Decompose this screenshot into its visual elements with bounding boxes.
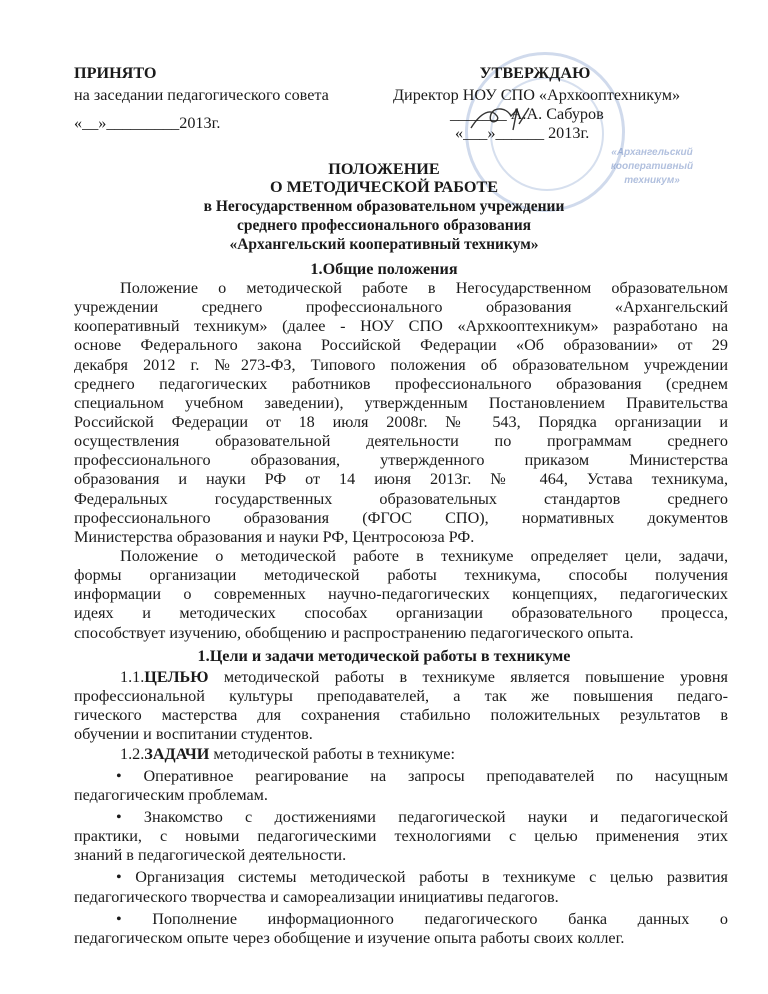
bullet-text: Организация системы методической работы в техникуме с целью развития [135,868,728,887]
approve-heading: УТВЕРЖДАЮ [479,64,591,82]
tasks-text: методической работы в техникуме: [209,744,455,763]
text-line: обучении и воспитании студентов. [74,725,313,744]
stamp-text: «Архангельский кооперативный техникум» [610,147,694,186]
section2-heading: 1.Цели и задачи методической работы в техникуме [197,647,571,665]
text-line: профессионального образования, утвержденного приказом Министерства [74,451,728,470]
bullet-text-line: педагогическим проблемам. [74,785,268,804]
approve-date: «___»______ 2013г. [455,124,590,142]
text-line: способствует изучению, обобщению и распространению педагогического опыта. [74,623,634,642]
bullet-text-line: знаний в педагогической деятельности. [74,846,347,865]
section1-heading: 1.Общие положения [310,260,458,278]
text-line: учреждении среднего профессионального образования «Архангельский [74,298,728,317]
tasks-label: ЗАДАЧИ [144,744,210,763]
accepted-council: на заседании педагогического совета [74,86,329,104]
accepted-heading: ПРИНЯТО [74,64,157,82]
text-line: идеях и методических способах организации образовательного процесса, [74,604,728,623]
bullet-icon: • [116,807,144,826]
bullet-text: Пополнение информационного педагогического банка данных о [152,909,728,928]
text-line: информации о современных научно-педагогических концепциях, педагогических [74,585,728,604]
bullet-text-line [74,910,728,929]
text-line: Министерства образования и науки РФ, Центросоюза РФ. [74,527,475,546]
bullet-text-line [74,767,728,786]
bullet-item [74,808,728,865]
text-line: гического мастерства для сохранения стабильно положительных результатов в [74,706,728,725]
text-line: формы организации методической работы техникума, способы получения [74,566,728,585]
approve-director: Директор НОУ СПО «Архкооптехникум» [393,86,681,104]
bullet-text: Знакомство с достижениями педагогической науки и педагогической [143,807,728,826]
doc-title-2: О МЕТОДИЧЕСКОЙ РАБОТЕ [269,178,499,196]
text-line: Положение о методической работе в Негосударственном образовательном [120,279,728,297]
bullet-item [74,910,728,948]
text-line: Федеральных государственных образовательных стандартов среднего [74,489,728,508]
text-line: декабря 2012 г. №273-ФЗ, Типового положения об образовательном учреждении [74,355,728,374]
bullet-icon: • [116,868,136,887]
approve-signer: _______ А.А. Сабуров [450,105,604,123]
bullet-icon: • [116,909,153,928]
text-line: Российской Федерации от 18 июля 2008г. № 543, Порядка организации и [74,412,728,431]
bullet-item [74,868,728,906]
doc-title: ПОЛОЖЕНИЕ [328,160,440,178]
text-line: специальном учебном заведении), утвержденным Постановлением Правительства [74,393,728,412]
tasks-num: 1.2. [120,744,145,763]
accepted-date: «__»_________2013г. [74,114,221,132]
section1-body [74,279,728,643]
goal-text: методической работы в техникуме является повышение уровня [208,668,728,686]
text-line: образования и науки РФ от 14 июня 2013г. № 464, Устава техникума, [74,470,728,489]
text-line: среднего педагогических работников профессионального образования (среднем [74,374,728,393]
bullet-text-line: практики, с новыми педагогическими технологиями с целью применения этих [74,827,728,846]
goal-label: ЦЕЛЬЮ [144,668,209,686]
text-line: профессионального образования (ФГОС СПО), нормативных документов [74,508,728,527]
text-line: Положение о методической работе в техникуме определяет цели, задачи, [120,546,728,565]
doc-subtitle-1: в Негосударственном образовательном учреждении [203,198,565,215]
goal-line [74,668,728,687]
tasks-line [74,745,728,764]
bullet-text-line: педагогическом опыте через обобщение и изучение опыта работы своих коллег. [74,928,625,947]
bullet-icon: • [116,766,144,785]
bullet-text-line [74,808,728,827]
doc-subtitle-3: «Архангельский кооперативный техникум» [229,236,539,253]
bullet-text: Оперативное реагирование на запросы преподавателей по насущным [143,766,729,785]
text-line: основе Федерального закона Российской Федерации «Об образовании» от 29 [74,336,728,355]
text-line: профессиональной культуры преподавателей, а так же повышения педаго- [74,687,728,706]
section2-body [74,668,728,948]
goal-num: 1.1. [120,668,145,686]
bullet-text-line [74,868,728,887]
bullet-item [74,767,728,805]
text-line: кооперативный техникум» (далее - НОУ СПО «Архкооптехникум» разработано на [74,317,728,336]
text-line: осуществления образовательной деятельности по программам среднего [74,432,728,451]
bullet-text-line: педагогического творчества и самореализации инициативы педагогов. [74,887,559,906]
doc-subtitle-2: среднего профессионального образования [236,217,532,234]
